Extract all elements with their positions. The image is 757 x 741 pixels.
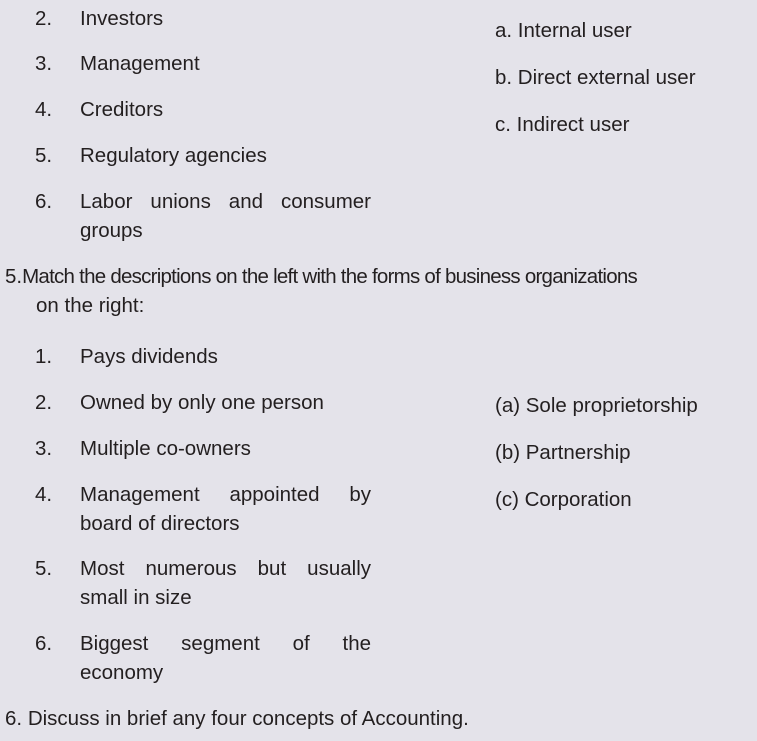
item-text: Owned by only one person xyxy=(80,391,324,414)
question-6 xyxy=(5,704,757,733)
item-number: 2. xyxy=(35,391,53,414)
list-item xyxy=(0,187,400,245)
item-number: 1. xyxy=(35,345,53,368)
list-item xyxy=(0,141,400,170)
item-number: 6. xyxy=(35,190,53,213)
list-item xyxy=(0,388,400,417)
item-text: Most numerous but usually small in size xyxy=(80,557,371,609)
question-5-line1 xyxy=(5,265,637,288)
item-text: Management appointed by board of directors xyxy=(80,483,371,535)
list-item xyxy=(0,554,400,612)
option-direct-external-user: b. Direct external user xyxy=(495,66,696,89)
item-text: Creditors xyxy=(80,98,164,121)
item-number: 4. xyxy=(35,483,53,506)
list-item xyxy=(0,342,400,371)
item-text: Labor unions and consumer groups xyxy=(80,190,371,242)
list-item xyxy=(0,480,400,538)
question-number: 5. xyxy=(5,265,23,288)
item-number: 3. xyxy=(35,52,53,75)
question-text: Discuss in brief any four concepts of Accounting. xyxy=(27,707,469,730)
item-text: Investors xyxy=(80,7,164,30)
item-number: 5. xyxy=(35,144,53,167)
item-number: 3. xyxy=(35,437,53,460)
item-number: 6. xyxy=(35,632,53,655)
question-5 xyxy=(5,262,757,320)
item-text: Biggest segment of the economy xyxy=(80,632,371,684)
option-internal-user: a. Internal user xyxy=(495,19,632,42)
item-number: 5. xyxy=(35,557,53,580)
item-text: Multiple co-owners xyxy=(80,437,251,460)
list-item xyxy=(0,434,400,463)
item-number: 4. xyxy=(35,98,53,121)
item-number: 2. xyxy=(35,7,53,30)
list-item xyxy=(0,4,400,33)
item-text: Regulatory agencies xyxy=(80,144,267,167)
option-indirect-user: c. Indirect user xyxy=(495,113,630,136)
option-corporation: (c) Corporation xyxy=(495,488,632,511)
item-text: Management xyxy=(80,52,200,75)
option-partnership: (b) Partnership xyxy=(495,441,631,464)
list-item xyxy=(0,95,400,124)
list-item xyxy=(0,629,400,687)
option-sole-proprietorship: (a) Sole proprietorship xyxy=(495,394,698,417)
item-text: Pays dividends xyxy=(80,345,218,368)
question-text: Match the descriptions on the left with the forms of business organizations xyxy=(22,265,638,288)
question-number: 6. xyxy=(5,707,23,730)
list-item xyxy=(0,49,400,78)
question-5-line2: on the right: xyxy=(36,294,145,317)
